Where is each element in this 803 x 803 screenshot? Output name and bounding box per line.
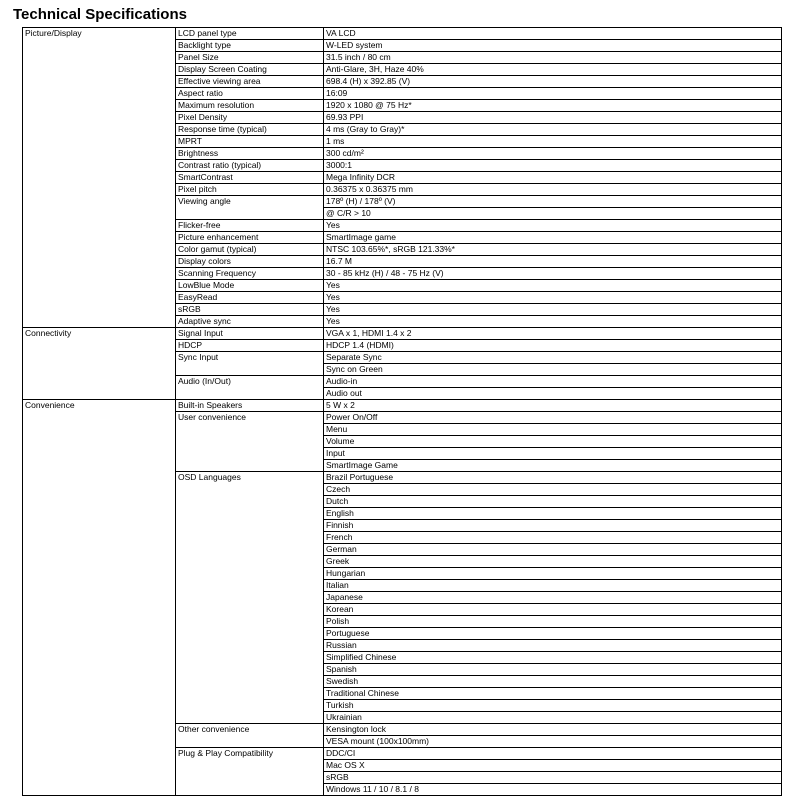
feature-value-cell: sRGB <box>324 772 782 784</box>
feature-value-cell: Power On/Off <box>324 412 782 424</box>
feature-label-cell: HDCP <box>176 340 324 352</box>
feature-label-cell: SmartContrast <box>176 172 324 184</box>
feature-value-cell: French <box>324 532 782 544</box>
feature-value-cell: Sync on Green <box>324 364 782 376</box>
feature-value-cell: SmartImage Game <box>324 460 782 472</box>
feature-value-cell: DDC/CI <box>324 748 782 760</box>
feature-value-cell: Mac OS X <box>324 760 782 772</box>
feature-value-cell: Windows 11 / 10 / 8.1 / 8 <box>324 784 782 796</box>
feature-value-cell: Yes <box>324 280 782 292</box>
feature-label-cell: LCD panel type <box>176 28 324 40</box>
feature-value-cell: English <box>324 508 782 520</box>
feature-label-cell: Adaptive sync <box>176 316 324 328</box>
feature-value-cell: NTSC 103.65%*, sRGB 121.33%* <box>324 244 782 256</box>
feature-value-cell: Input <box>324 448 782 460</box>
page-title: Technical Specifications <box>13 6 187 23</box>
feature-value-cell: Japanese <box>324 592 782 604</box>
feature-label-cell: Display Screen Coating <box>176 64 324 76</box>
feature-value-cell: Czech <box>324 484 782 496</box>
feature-value-cell: SmartImage game <box>324 232 782 244</box>
feature-value-cell: 3000:1 <box>324 160 782 172</box>
feature-label-cell: Pixel pitch <box>176 184 324 196</box>
feature-value-cell: Mega Infinity DCR <box>324 172 782 184</box>
feature-value-cell: 1 ms <box>324 136 782 148</box>
feature-label-cell: OSD Languages <box>176 472 324 724</box>
section-name-cell: Convenience <box>23 400 176 796</box>
feature-value-cell: Traditional Chinese <box>324 688 782 700</box>
feature-value-cell: @ C/R > 10 <box>324 208 782 220</box>
feature-label-cell: Flicker-free <box>176 220 324 232</box>
feature-label-cell: Picture enhancement <box>176 232 324 244</box>
table-row <box>23 28 782 40</box>
feature-value-cell: Finnish <box>324 520 782 532</box>
feature-value-cell: W-LED system <box>324 40 782 52</box>
feature-label-cell: User convenience <box>176 412 324 472</box>
feature-value-cell: 300 cd/m² <box>324 148 782 160</box>
feature-value-cell: Hungarian <box>324 568 782 580</box>
feature-value-cell: Simplified Chinese <box>324 652 782 664</box>
feature-value-cell: Yes <box>324 220 782 232</box>
feature-value-cell: Swedish <box>324 676 782 688</box>
feature-label-cell: Color gamut (typical) <box>176 244 324 256</box>
feature-value-cell: 4 ms (Gray to Gray)* <box>324 124 782 136</box>
feature-label-cell: Backlight type <box>176 40 324 52</box>
feature-value-cell: Portuguese <box>324 628 782 640</box>
table-row <box>23 400 782 412</box>
feature-value-cell: Korean <box>324 604 782 616</box>
feature-label-cell: sRGB <box>176 304 324 316</box>
feature-value-cell: Volume <box>324 436 782 448</box>
feature-label-cell: Scanning Frequency <box>176 268 324 280</box>
feature-label-cell: EasyRead <box>176 292 324 304</box>
feature-value-cell: 5 W x 2 <box>324 400 782 412</box>
feature-value-cell: Menu <box>324 424 782 436</box>
feature-value-cell: 16:09 <box>324 88 782 100</box>
feature-value-cell: 698.4 (H) x 392.85 (V) <box>324 76 782 88</box>
feature-label-cell: MPRT <box>176 136 324 148</box>
section-name-cell: Picture/Display <box>23 28 176 328</box>
feature-label-cell: Response time (typical) <box>176 124 324 136</box>
feature-label-cell: Display colors <box>176 256 324 268</box>
feature-value-cell: Greek <box>324 556 782 568</box>
feature-value-cell: Polish <box>324 616 782 628</box>
feature-label-cell: Pixel Density <box>176 112 324 124</box>
feature-label-cell: Effective viewing area <box>176 76 324 88</box>
feature-value-cell: German <box>324 544 782 556</box>
feature-value-cell: VESA mount (100x100mm) <box>324 736 782 748</box>
table-row <box>23 328 782 340</box>
feature-value-cell: 31.5 inch / 80 cm <box>324 52 782 64</box>
feature-value-cell: Yes <box>324 316 782 328</box>
feature-value-cell: Kensington lock <box>324 724 782 736</box>
feature-value-cell: Audio-in <box>324 376 782 388</box>
feature-label-cell: Contrast ratio (typical) <box>176 160 324 172</box>
spec-table-body <box>23 28 782 796</box>
feature-label-cell: Brightness <box>176 148 324 160</box>
feature-value-cell: Yes <box>324 304 782 316</box>
feature-value-cell: Anti-Glare, 3H, Haze 40% <box>324 64 782 76</box>
feature-value-cell: Spanish <box>324 664 782 676</box>
feature-label-cell: Audio (In/Out) <box>176 376 324 400</box>
feature-value-cell: 178º (H) / 178º (V) <box>324 196 782 208</box>
feature-label-cell: Signal Input <box>176 328 324 340</box>
feature-value-cell: VA LCD <box>324 28 782 40</box>
feature-label-cell: Maximum resolution <box>176 100 324 112</box>
feature-label-cell: Viewing angle <box>176 196 324 220</box>
feature-label-cell: Plug & Play Compatibility <box>176 748 324 796</box>
feature-value-cell: 30 - 85 kHz (H) / 48 - 75 Hz (V) <box>324 268 782 280</box>
feature-label-cell: Sync Input <box>176 352 324 376</box>
feature-value-cell: 69.93 PPI <box>324 112 782 124</box>
feature-value-cell: Separate Sync <box>324 352 782 364</box>
feature-value-cell: Italian <box>324 580 782 592</box>
feature-value-cell: Turkish <box>324 700 782 712</box>
section-name-cell: Connectivity <box>23 328 176 400</box>
feature-value-cell: Dutch <box>324 496 782 508</box>
feature-value-cell: Ukrainian <box>324 712 782 724</box>
feature-value-cell: Yes <box>324 292 782 304</box>
feature-value-cell: Russian <box>324 640 782 652</box>
feature-value-cell: Audio out <box>324 388 782 400</box>
spec-table <box>22 27 782 796</box>
feature-value-cell: Brazil Portuguese <box>324 472 782 484</box>
feature-value-cell: 16.7 M <box>324 256 782 268</box>
feature-value-cell: VGA x 1, HDMI 1.4 x 2 <box>324 328 782 340</box>
feature-label-cell: LowBlue Mode <box>176 280 324 292</box>
feature-label-cell: Panel Size <box>176 52 324 64</box>
feature-value-cell: HDCP 1.4 (HDMI) <box>324 340 782 352</box>
feature-label-cell: Built-in Speakers <box>176 400 324 412</box>
feature-value-cell: 1920 x 1080 @ 75 Hz* <box>324 100 782 112</box>
feature-label-cell: Aspect ratio <box>176 88 324 100</box>
feature-label-cell: Other convenience <box>176 724 324 748</box>
feature-value-cell: 0.36375 x 0.36375 mm <box>324 184 782 196</box>
